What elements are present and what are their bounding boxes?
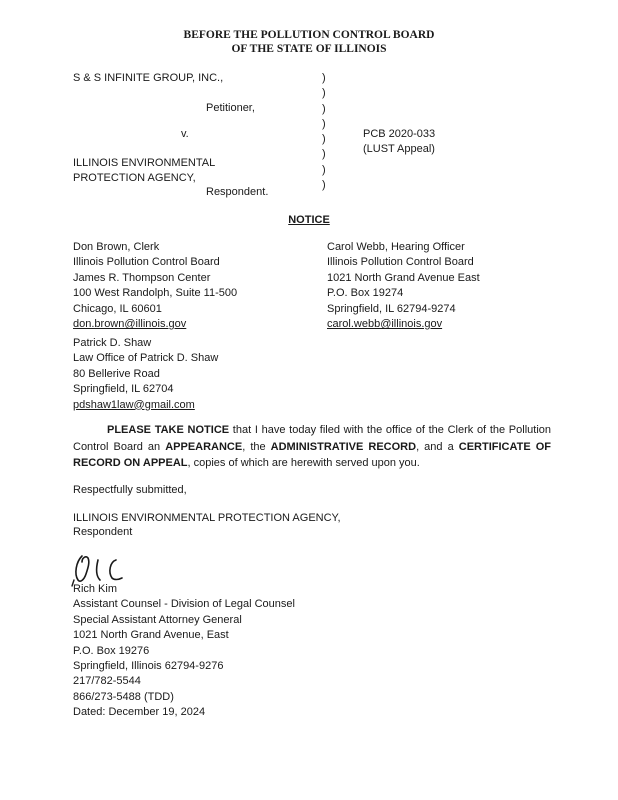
signer-name: Rich Kim xyxy=(73,583,118,595)
paren: ) xyxy=(322,133,326,146)
court-header-line-2: OF THE STATE OF ILLINOIS xyxy=(231,43,387,55)
paren: ) xyxy=(322,72,326,84)
paragraph-text-3: , and a xyxy=(416,440,459,453)
administrative-record-doc: ADMINISTRATIVE RECORD xyxy=(270,440,417,453)
paren: ) xyxy=(322,179,326,192)
case-number: PCB 2020-033 xyxy=(363,128,436,140)
appearance-doc: APPEARANCE xyxy=(165,440,243,453)
dated: Dated: December 19, 2024 xyxy=(73,706,206,719)
counsel-email-link[interactable]: pdshaw1law@gmail.com xyxy=(73,398,195,411)
paren: ) xyxy=(322,102,326,115)
hearing-officer-city: Springfield, IL 62794-9274 xyxy=(327,302,456,315)
hearing-officer-street: 1021 North Grand Avenue East xyxy=(327,271,480,284)
signer-title-2: Special Assistant Attorney General xyxy=(73,613,242,626)
paren: ) xyxy=(322,117,326,130)
paren: ) xyxy=(322,87,326,100)
please-take-notice: PLEASE TAKE NOTICE xyxy=(107,424,230,436)
recipient-counsel xyxy=(73,336,218,413)
hearing-officer-name: Carol Webb, Hearing Officer xyxy=(327,241,465,253)
hearing-officer-box: P.O. Box 19274 xyxy=(327,287,404,300)
recipient-hearing-officer xyxy=(327,240,480,332)
clerk-street: 100 West Randolph, Suite 11-500 xyxy=(73,287,238,300)
certificate-of-record-doc: CERTIFICATE OF RECORD ON APPEAL xyxy=(73,440,551,469)
signer-box: P.O. Box 19276 xyxy=(73,644,150,657)
caption-parentheses xyxy=(322,71,326,193)
signer-tdd: 866/273-5488 (TDD) xyxy=(73,690,174,703)
respondent-role: Respondent. xyxy=(206,186,269,198)
petitioner-role: Petitioner, xyxy=(206,102,255,114)
hearing-officer-org: Illinois Pollution Control Board xyxy=(327,256,474,269)
paren: ) xyxy=(322,163,326,176)
clerk-org: Illinois Pollution Control Board xyxy=(73,256,220,269)
signer-city: Springfield, Illinois 62794-9276 xyxy=(73,660,224,673)
case-type: (LUST Appeal) xyxy=(363,143,435,155)
counsel-street: 80 Bellerive Road xyxy=(73,367,160,380)
paragraph-text-1: that I have today filed with the office of the Clerk of the Pollution Control Board an xyxy=(73,424,552,453)
versus: v. xyxy=(181,128,189,140)
clerk-name: Don Brown, Clerk xyxy=(73,241,160,253)
signer-street: 1021 North Grand Avenue, East xyxy=(73,629,229,642)
paren: ) xyxy=(322,148,326,161)
petitioner-name: S & S INFINITE GROUP, INC., xyxy=(73,72,224,84)
court-header xyxy=(0,28,618,56)
court-header-line-1: BEFORE THE POLLUTION CONTROL BOARD xyxy=(183,29,435,41)
counsel-name: Patrick D. Shaw xyxy=(73,337,152,349)
signer-title-1: Assistant Counsel - Division of Legal Counsel xyxy=(73,598,295,611)
clerk-building: James R. Thompson Center xyxy=(73,271,211,284)
hearing-officer-email-link[interactable]: carol.webb@illinois.gov xyxy=(327,318,443,331)
paragraph-text-2: , the xyxy=(242,440,271,453)
signature-block xyxy=(73,582,295,721)
clerk-email-link[interactable]: don.brown@illinois.gov xyxy=(73,318,187,331)
recipient-clerk xyxy=(73,240,237,332)
respondent-name-line-2: PROTECTION AGENCY, xyxy=(73,172,196,184)
counsel-city: Springfield, IL 62704 xyxy=(73,383,174,396)
paragraph-text-4: , copies of which are herewith served upon you. xyxy=(187,457,420,469)
signer-phone: 217/782-5544 xyxy=(73,675,141,688)
signer-role: Respondent xyxy=(73,526,133,538)
respondent-name-line-1: ILLINOIS ENVIRONMENTAL xyxy=(73,157,216,169)
clerk-city: Chicago, IL 60601 xyxy=(73,302,162,315)
notice-title: NOTICE xyxy=(288,214,330,226)
notice-paragraph xyxy=(73,422,551,472)
counsel-firm: Law Office of Patrick D. Shaw xyxy=(73,352,219,365)
closing: Respectfully submitted, xyxy=(73,484,187,496)
signer-org: ILLINOIS ENVIRONMENTAL PROTECTION AGENCY, xyxy=(73,512,341,524)
